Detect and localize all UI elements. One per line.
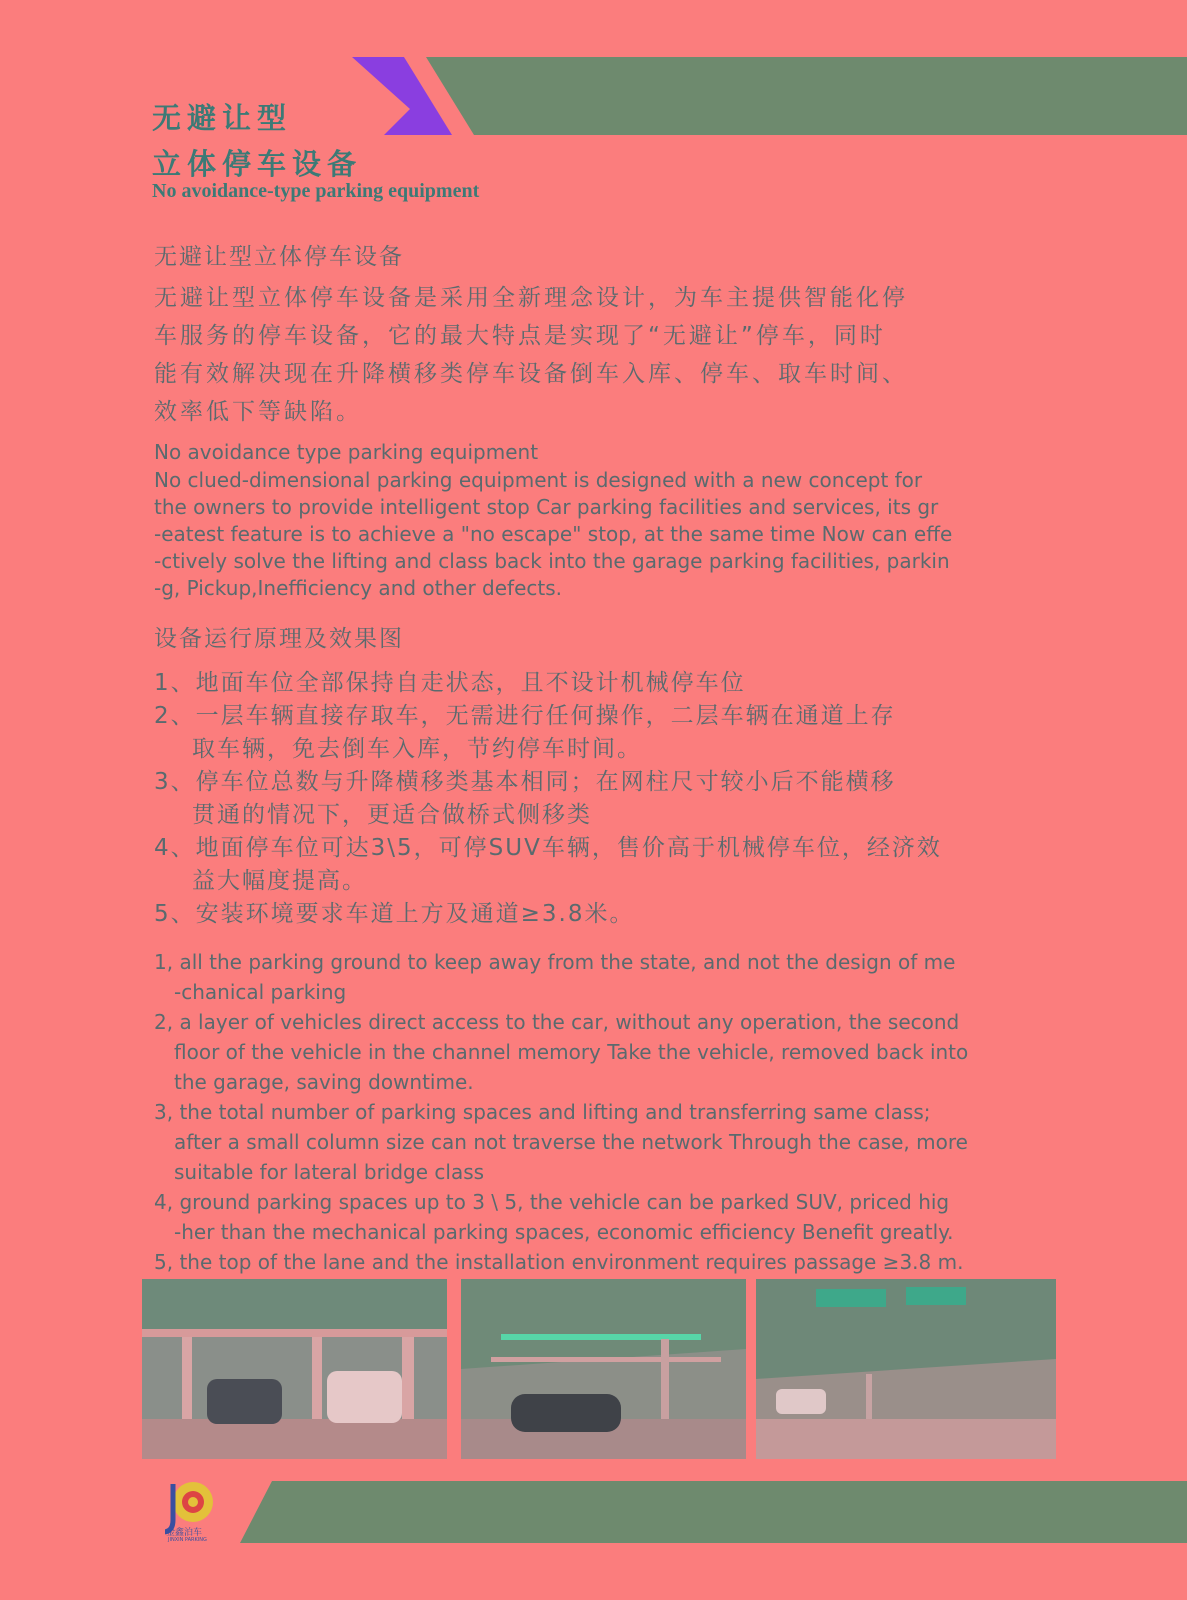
principle-zh-section (154, 620, 1054, 931)
list-item: 4、地面停车位可达3\5，可停SUV车辆，售价高于机械停车位，经济效 益大幅度提高。 (154, 835, 942, 894)
list-item: 3, the total number of parking spaces and lifting and transferring same class; after a small column size can not traverse the network Through the case, more suitable for lateral bridge class (154, 1100, 968, 1184)
list-item: 2, a layer of vehicles direct access to the car, without any operation, the second floor of the vehicle in the channel memory Take the vehicle, removed back into the garage, saving downtime. (154, 1010, 969, 1094)
footer-band (240, 1481, 1187, 1543)
page-title-english: No avoidance-type parking equipment (152, 180, 480, 202)
chevron-icon (352, 57, 474, 135)
intro-en-heading: No avoidance type parking equipment (154, 440, 539, 464)
page-title-line1: 无避让型 (152, 101, 293, 135)
header-band (420, 57, 1187, 135)
intro-zh-line: 效率低下等缺陷。 (154, 399, 362, 425)
intro-zh-heading: 无避让型立体停车设备 (154, 244, 404, 270)
principle-en-section (154, 947, 1054, 1277)
list-item: 5、安装环境要求车道上方及通道≥3.8米。 (154, 901, 635, 927)
logo-text: 金鑫泊车 (166, 1528, 203, 1538)
list-item: 1、地面车位全部保持自走状态，且不设计机械停车位 (154, 670, 746, 696)
principle-en-list (154, 947, 1054, 1277)
intro-zh-line: 能有效解决现在升降横移类停车设备倒车入库、停车、取车时间、 (154, 361, 908, 387)
intro-en-line: -ctively solve the lifting and class back into the garage parking facilities, parkin (154, 549, 950, 573)
list-item: 5, the top of the lane and the installation environment requires passage ≥3.8 m. (154, 1250, 964, 1274)
principle-zh-list (154, 667, 1054, 931)
intro-en-section (154, 440, 1054, 602)
parking-photo-3 (756, 1279, 1056, 1459)
logo-subtext: JINXIN PARKING (168, 1537, 207, 1543)
intro-en-line: No clued-dimensional parking equipment is designed with a new concept for (154, 468, 923, 492)
intro-en-line: -g, Pickup,Inefficiency and other defects. (154, 576, 563, 600)
page-title-line2: 立体停车设备 (152, 147, 363, 181)
principle-zh-heading: 设备运行原理及效果图 (154, 626, 404, 652)
parking-photo-2 (461, 1279, 746, 1459)
intro-en-line: the owners to provide intelligent stop Car parking facilities and services, its gr (154, 495, 939, 519)
intro-zh-line: 车服务的停车设备，它的最大特点是实现了“无避让”停车，同时 (154, 323, 886, 349)
list-item: 1, all the parking ground to keep away from the state, and not the design of me -chanical parking (154, 950, 956, 1004)
intro-zh-line: 无避让型立体停车设备是采用全新理念设计，为车主提供智能化停 (154, 285, 908, 311)
intro-zh-section (154, 238, 1054, 431)
list-item: 4, ground parking spaces up to 3 \ 5, the vehicle can be parked SUV, priced hig -her than the mechanical parking spaces, economic efficiency Benefit greatly. (154, 1190, 954, 1244)
list-item: 3、停车位总数与升降横移类基本相同；在网柱尺寸较小后不能横移 贯通的情况下，更适合做桥式侧移类 (154, 769, 896, 828)
list-item: 2、一层车辆直接存取车，无需进行任何操作，二层车辆在通道上存 取车辆，免去倒车入库，节约停车时间。 (154, 703, 896, 762)
intro-en-line: -eatest feature is to achieve a "no escape" stop, at the same time Now can effe (154, 522, 953, 546)
parking-photo-1 (142, 1279, 447, 1459)
